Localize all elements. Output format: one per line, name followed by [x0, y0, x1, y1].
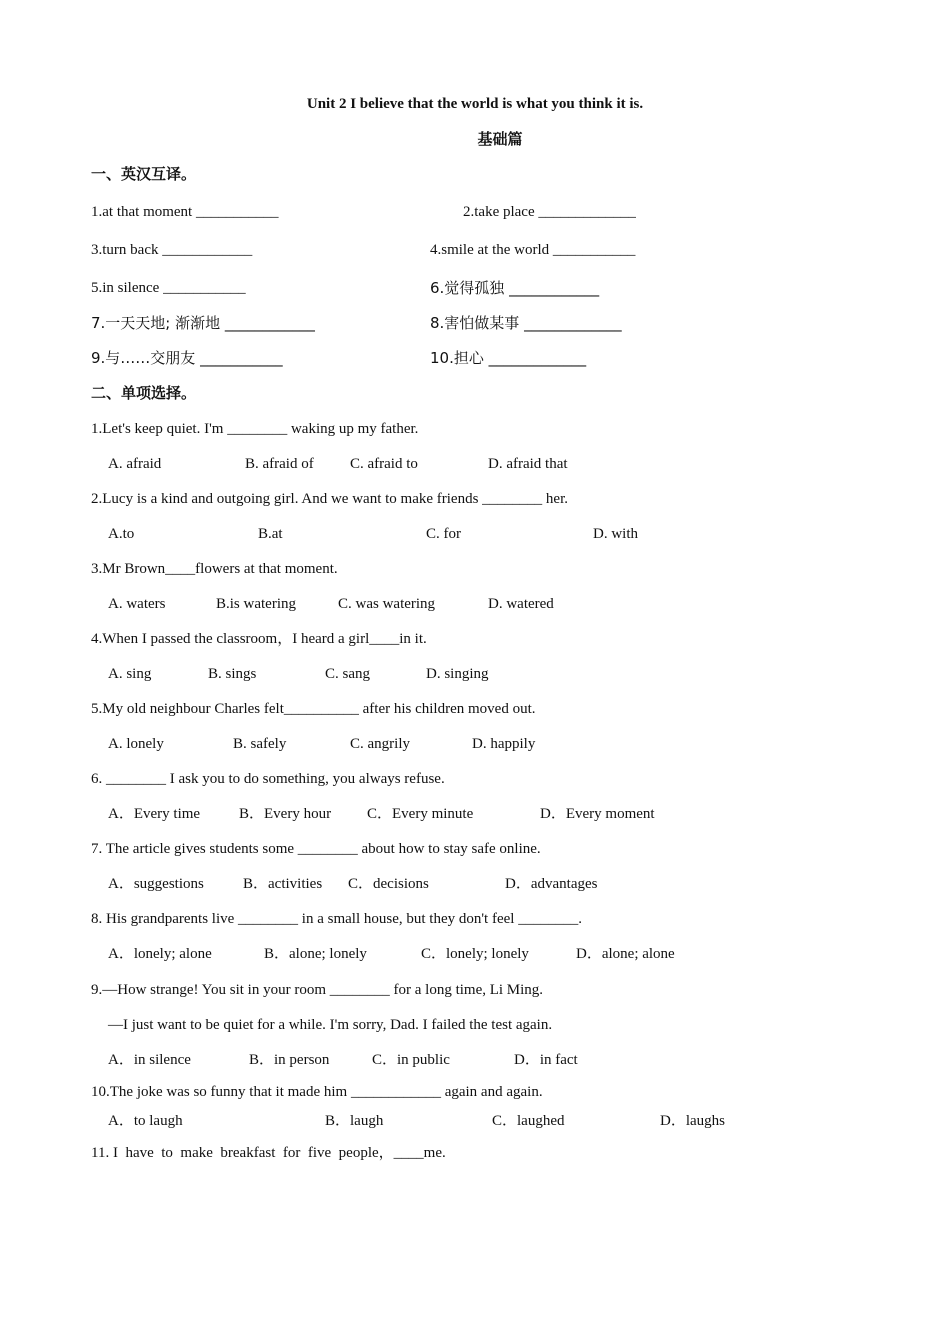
option-d: D．in fact — [514, 1052, 578, 1068]
option-c: C．in public — [372, 1052, 450, 1068]
option-c: C. angrily — [350, 736, 410, 752]
page-subtitle: 基础篇 — [477, 130, 523, 148]
option-d: D. happily — [472, 736, 536, 752]
translation-item: 3.turn back ____________ — [91, 242, 253, 258]
option-b: B. safely — [233, 736, 287, 752]
option-a: A. afraid — [108, 456, 162, 472]
option-b: B．in person — [249, 1052, 330, 1068]
question-stem: 8. His grandparents live ________ in a small house, but they don't feel ________. — [91, 911, 582, 927]
option-a: A．Every time — [108, 806, 201, 822]
section-heading-translation: 一、英汉互译。 — [91, 165, 197, 183]
option-a: A．suggestions — [108, 876, 204, 892]
option-c: C．laughed — [492, 1113, 565, 1129]
translation-item: 4.smile at the world ___________ — [430, 242, 636, 258]
translation-item: 6.觉得孤独 ____________ — [430, 279, 600, 297]
section-heading-multiple-choice: 二、单项选择。 — [91, 384, 197, 402]
option-b: B．activities — [243, 876, 323, 892]
option-b: B．laugh — [325, 1113, 384, 1129]
option-d: D．laughs — [660, 1113, 725, 1129]
translation-item: 8.害怕做某事 _____________ — [430, 314, 622, 332]
option-d: D．Every moment — [540, 806, 655, 822]
translation-item: 9.与……交朋友 ___________ — [91, 349, 283, 367]
option-b: B. sings — [208, 666, 257, 682]
translation-item: 2.take place _____________ — [463, 204, 636, 220]
option-c: C．Every minute — [367, 806, 474, 822]
question-stem: 9.—How strange! You sit in your room ________ for a long time, Li Ming. — [91, 982, 544, 998]
option-c: C. was watering — [338, 596, 436, 612]
option-d: D. singing — [426, 666, 489, 682]
option-c: C. afraid to — [350, 456, 418, 472]
question-stem: 10.The joke was so funny that it made him ____________ again and again. — [91, 1084, 543, 1100]
question-stem: 6. ________ I ask you to do something, you always refuse. — [91, 771, 445, 787]
translation-item: 5.in silence ___________ — [91, 280, 246, 296]
option-c: C. for — [426, 526, 461, 542]
option-b: B．alone; lonely — [264, 946, 367, 962]
option-a: A．in silence — [108, 1052, 191, 1068]
option-d: D. with — [593, 526, 638, 542]
question-stem: 3.Mr Brown____flowers at that moment. — [91, 561, 338, 577]
page-title: Unit 2 I believe that the world is what you think it is. — [306, 96, 644, 112]
question-stem: 1.Let's keep quiet. I'm ________ waking up my father. — [91, 421, 419, 437]
option-d: D. watered — [488, 596, 554, 612]
option-b: B．Every hour — [239, 806, 332, 822]
option-d: D. afraid that — [488, 456, 568, 472]
option-c: C. sang — [325, 666, 370, 682]
question-stem-reply: —I just want to be quiet for a while. I'm sorry, Dad. I failed the test again. — [108, 1017, 553, 1033]
option-a: A. waters — [108, 596, 166, 612]
question-stem: 4.When I passed the classroom，I heard a girl____in it. — [91, 631, 427, 647]
option-c: C．decisions — [348, 876, 429, 892]
translation-item: 1.at that moment ___________ — [91, 204, 279, 220]
translation-item: 7.一天天地; 渐渐地 ____________ — [91, 314, 315, 332]
option-a: A. sing — [108, 666, 152, 682]
question-stem: 2.Lucy is a kind and outgoing girl. And we want to make friends ________ her. — [91, 491, 569, 507]
option-c: C．lonely; lonely — [421, 946, 529, 962]
option-b: B.is watering — [216, 596, 296, 612]
option-a: A. lonely — [108, 736, 164, 752]
translation-item: 10.担心 _____________ — [430, 349, 587, 367]
question-stem: 11. I have to make breakfast for five people，____me. — [91, 1145, 446, 1161]
question-stem: 7. The article gives students some ________ about how to stay safe online. — [91, 841, 541, 857]
option-b: B.at — [258, 526, 283, 542]
option-a: A.to — [108, 526, 135, 542]
option-d: D．advantages — [505, 876, 598, 892]
option-a: A．lonely; alone — [108, 946, 212, 962]
option-d: D．alone; alone — [576, 946, 675, 962]
question-stem: 5.My old neighbour Charles felt__________ after his children moved out. — [91, 701, 536, 717]
option-b: B. afraid of — [245, 456, 314, 472]
option-a: A．to laugh — [108, 1113, 183, 1129]
